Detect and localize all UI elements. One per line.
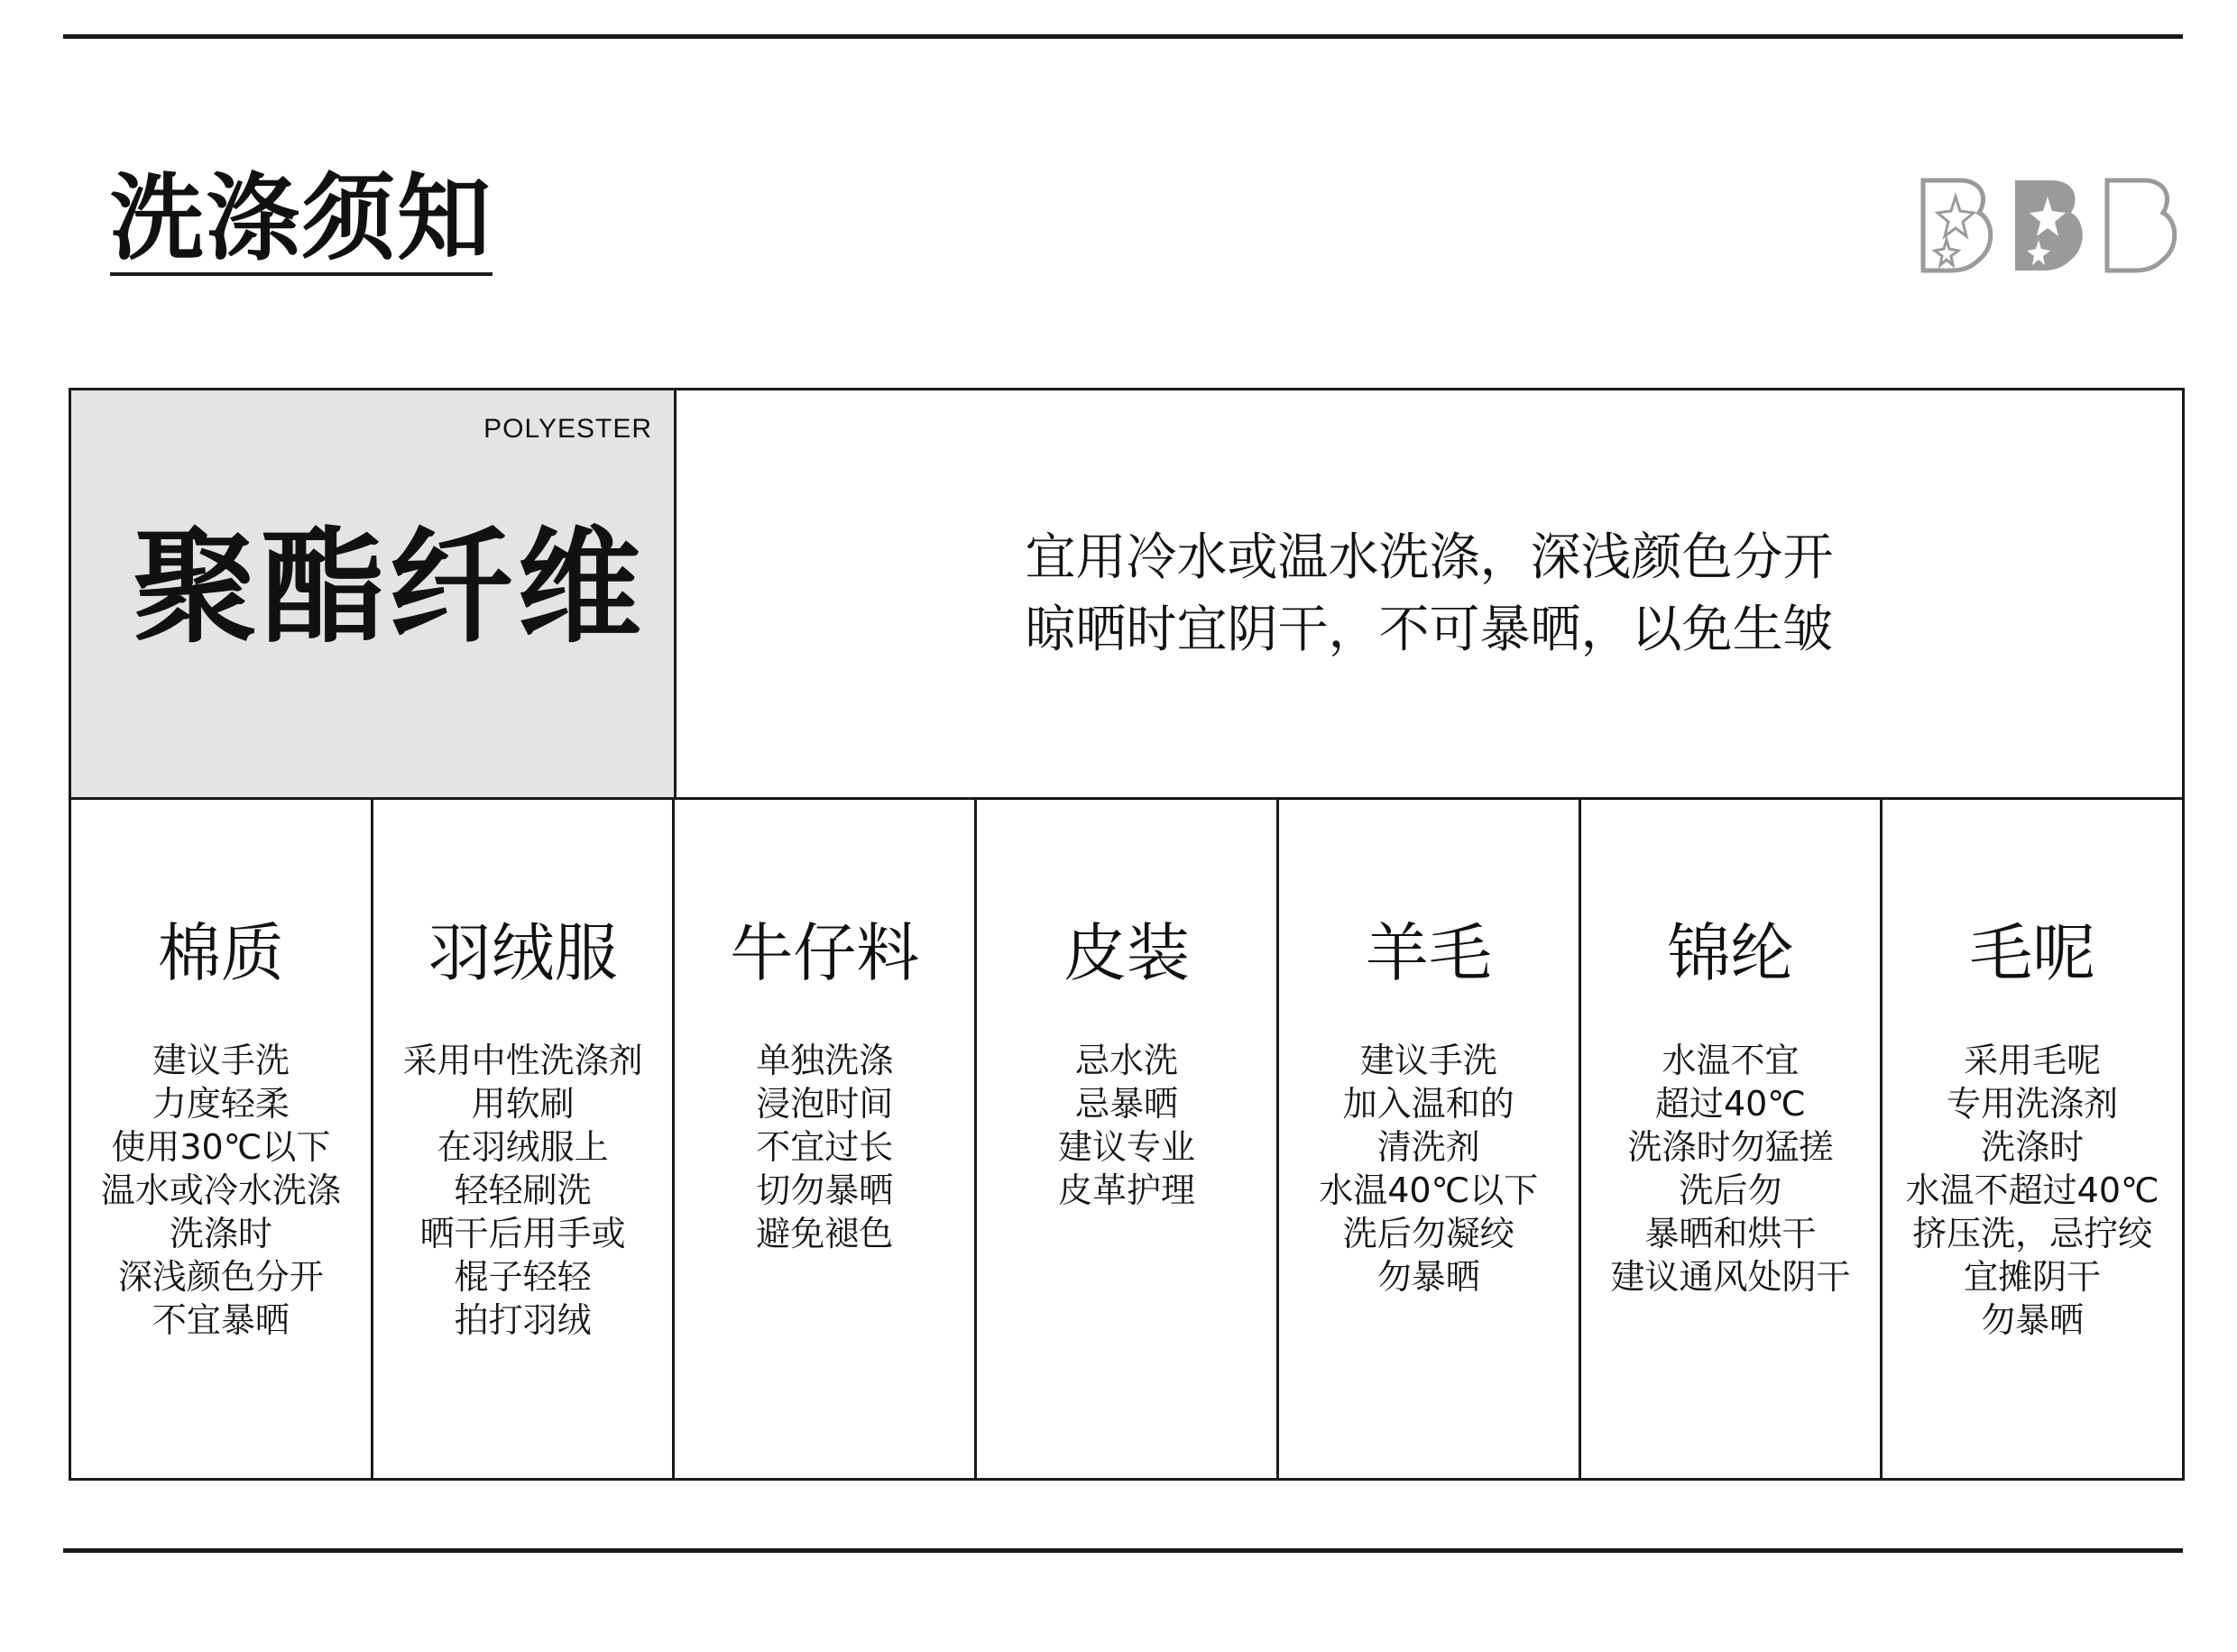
- material-name: 锦纶: [1667, 916, 1794, 990]
- material-instructions: [373, 1039, 673, 1342]
- material-instructions: [1581, 1039, 1881, 1299]
- instruction-line: 洗涤时: [1981, 1127, 2085, 1167]
- instruction-line: 超过40℃: [1654, 1084, 1806, 1124]
- instruction-line: 建议手洗: [1359, 1041, 1497, 1080]
- material-column-nylon: [1581, 800, 1883, 1478]
- instruction-line: 忌暴晒: [1075, 1084, 1179, 1124]
- feature-notes: [1026, 522, 1834, 666]
- brand-logo-mark: [1919, 177, 2183, 274]
- instruction-line: 皮革护理: [1058, 1170, 1196, 1210]
- instruction-line: 宜摊阴干: [1964, 1257, 2102, 1297]
- material-instructions: [977, 1039, 1276, 1212]
- feature-notes-panel: [677, 390, 2182, 800]
- bottom-rule: [63, 1548, 2183, 1553]
- instruction-line: 不宜暴晒: [152, 1300, 290, 1340]
- instruction-line: 温水或冷水洗涤: [100, 1170, 341, 1210]
- material-name: 毛呢: [1969, 916, 2096, 990]
- feature-label-cn: 聚酯纤维: [133, 515, 646, 660]
- instruction-line: 切勿暴晒: [756, 1170, 894, 1210]
- instruction-line: 晒干后用手或: [419, 1214, 626, 1253]
- material-name: 皮装: [1063, 916, 1191, 990]
- instruction-line: 加入温和的: [1342, 1084, 1514, 1124]
- material-instructions: [675, 1039, 974, 1255]
- feature-note-line: 晾晒时宜阴干，不可暴晒，以免生皱: [1025, 600, 1834, 659]
- material-column-denim: [675, 800, 977, 1478]
- instruction-line: 用软刷: [471, 1084, 575, 1124]
- instruction-line: 浸泡时间: [756, 1084, 894, 1124]
- care-table: [69, 388, 2185, 1481]
- instruction-line: 在羽绒服上: [437, 1127, 609, 1167]
- instruction-line: 建议手洗: [152, 1041, 290, 1080]
- feature-note-line: 宜用冷水或温水洗涤，深浅颜色分开: [1025, 528, 1834, 587]
- instruction-line: 力度轻柔: [152, 1084, 290, 1124]
- instruction-line: 水温40℃以下: [1319, 1170, 1539, 1210]
- instruction-line: 清洗剂: [1376, 1127, 1480, 1167]
- instruction-line: 洗涤时: [169, 1214, 272, 1253]
- material-column-leather: [977, 800, 1279, 1478]
- instruction-line: 深浅颜色分开: [117, 1257, 324, 1297]
- instruction-line: 棍子轻轻: [454, 1257, 592, 1297]
- instruction-line: 不宜过长: [756, 1127, 894, 1167]
- material-instructions: [71, 1039, 371, 1342]
- instruction-line: 单独洗涤: [756, 1041, 894, 1080]
- instruction-line: 采用毛呢: [1964, 1041, 2102, 1080]
- instruction-line: 拍打羽绒: [454, 1300, 592, 1340]
- instruction-line: 勿暴晒: [1376, 1257, 1480, 1297]
- material-column-cotton: [71, 800, 373, 1478]
- instruction-line: 专用洗涤剂: [1947, 1084, 2119, 1124]
- instruction-line: 轻轻刷洗: [454, 1170, 592, 1210]
- instruction-line: 采用中性洗涤剂: [402, 1041, 643, 1080]
- instruction-line: 水温不宜: [1662, 1041, 1800, 1080]
- instruction-line: 暴晒和烘干: [1644, 1214, 1817, 1253]
- top-rule: [63, 34, 2183, 39]
- material-column-wool: [1279, 800, 1581, 1478]
- material-instructions: [1279, 1039, 1579, 1299]
- instruction-line: 洗后勿凝绞: [1342, 1214, 1514, 1253]
- instruction-line: 挤压洗，忌拧绞: [1912, 1214, 2153, 1253]
- instruction-line: 忌水洗: [1075, 1041, 1179, 1080]
- instruction-line: 洗后勿: [1679, 1170, 1782, 1210]
- instruction-line: 水温不超过40℃: [1905, 1170, 2159, 1210]
- instruction-line: 避免褪色: [756, 1214, 894, 1253]
- material-name: 羽绒服: [428, 916, 618, 990]
- page-title: 洗涤须知: [110, 171, 493, 276]
- material-name: 牛仔料: [730, 916, 920, 990]
- instruction-line: 勿暴晒: [1981, 1300, 2085, 1340]
- material-column-down-jacket: [373, 800, 676, 1478]
- brand-logo: [1919, 177, 2183, 274]
- feature-panel: [71, 390, 677, 800]
- instruction-line: 建议专业: [1058, 1127, 1196, 1167]
- instruction-line: 使用30℃以下: [111, 1127, 331, 1167]
- material-instructions: [1883, 1039, 2182, 1342]
- material-columns: [71, 800, 2182, 1478]
- instruction-line: 建议通风处阴干: [1610, 1257, 1851, 1297]
- instruction-line: 洗涤时勿猛搓: [1627, 1127, 1834, 1167]
- material-name: 棉质: [157, 916, 284, 990]
- feature-label-en: POLYESTER: [483, 414, 652, 444]
- material-name: 羊毛: [1365, 916, 1492, 990]
- material-column-wool-coat: [1883, 800, 2182, 1478]
